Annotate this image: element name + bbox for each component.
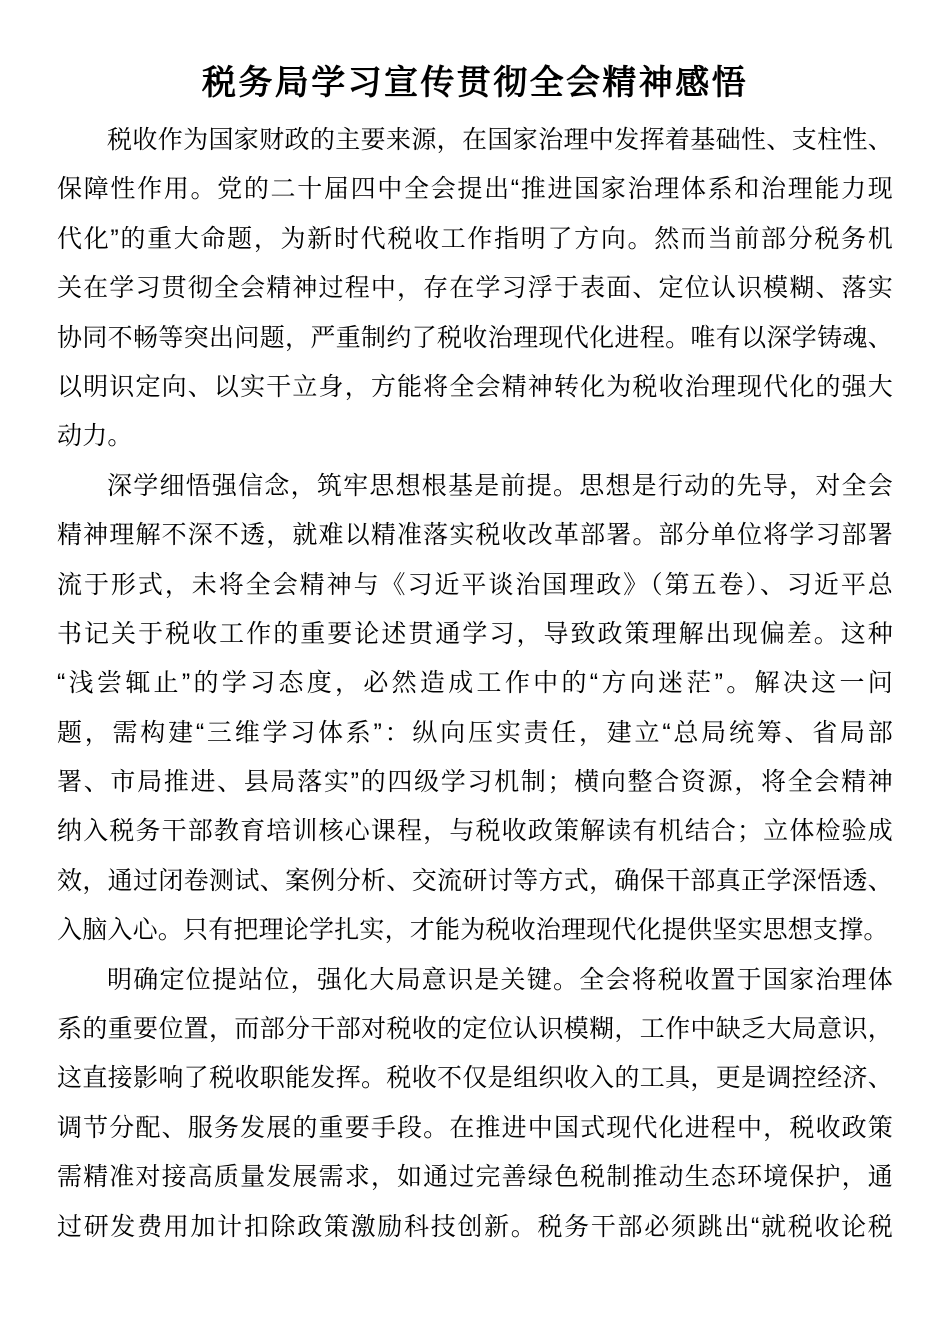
paragraph [57, 462, 893, 956]
text-line: 题，需构建“三维学习体系”：纵向压实责任，建立“总局统筹、省局部 [57, 718, 893, 747]
document-body [57, 116, 893, 1252]
text-line: 纳入税务干部教育培训核心课程，与税收政策解读有机结合；立体检验成 [57, 817, 893, 846]
text-line: 协同不畅等突出问题，严重制约了税收治理现代化进程。唯有以深学铸魂、 [57, 323, 893, 352]
text-line: 调节分配、服务发展的重要手段。在推进中国式现代化进程中，税收政策 [57, 1113, 893, 1142]
text-line: 精神理解不深不透，就难以精准落实税收改革部署。部分单位将学习部署 [57, 521, 893, 550]
text-line: 税收作为国家财政的主要来源，在国家治理中发挥着基础性、支柱性、 [107, 126, 893, 154]
text-line: 入脑入心。只有把理论学扎实，才能为税收治理现代化提供坚实思想支撑。 [57, 916, 889, 945]
text-line: 需精准对接高质量发展需求，如通过完善绿色税制推动生态环境保护，通 [57, 1163, 893, 1192]
text-line: 动力。 [57, 422, 133, 451]
text-line: 保障性作用。党的二十届四中全会提出“推进国家治理体系和治理能力现 [57, 175, 893, 204]
text-line: 深学细悟强信念，筑牢思想根基是前提。思想是行动的先导，对全会 [107, 471, 893, 500]
text-line: 关在学习贯彻全会精神过程中，存在学习浮于表面、定位认识模糊、落实 [57, 274, 893, 303]
paragraph [57, 116, 893, 462]
text-line: 效，通过闭卷测试、案例分析、交流研讨等方式，确保干部真正学深悟透、 [57, 866, 893, 895]
document-title: 税务局学习宣传贯彻全会精神感悟 [202, 64, 748, 102]
text-line: 系的重要位置，而部分干部对税收的定位认识模糊，工作中缺乏大局意识， [57, 1015, 893, 1044]
paragraph [57, 956, 893, 1252]
text-line: “浅尝辄止”的学习态度，必然造成工作中的“方向迷茫”。解决这一问 [57, 669, 893, 698]
text-line: 流于形式，未将全会精神与《习近平谈治国理政》（第五卷）、习近平总 [57, 570, 893, 599]
text-line: 过研发费用加计扣除政策激励科技创新。税务干部必须跳出“就税收论税 [57, 1212, 893, 1241]
text-line: 署、市局推进、县局落实”的四级学习机制；横向整合资源，将全会精神 [57, 768, 893, 797]
text-line: 代化”的重大命题，为新时代税收工作指明了方向。然而当前部分税务机 [57, 224, 893, 253]
text-line: 以明识定向、以实干立身，方能将全会精神转化为税收治理现代化的强大 [57, 372, 893, 401]
text-line: 书记关于税收工作的重要论述贯通学习，导致政策理解出现偏差。这种 [57, 619, 893, 648]
text-line: 明确定位提站位，强化大局意识是关键。全会将税收置于国家治理体 [107, 965, 893, 994]
text-line: 这直接影响了税收职能发挥。税收不仅是组织收入的工具，更是调控经济、 [57, 1064, 893, 1093]
